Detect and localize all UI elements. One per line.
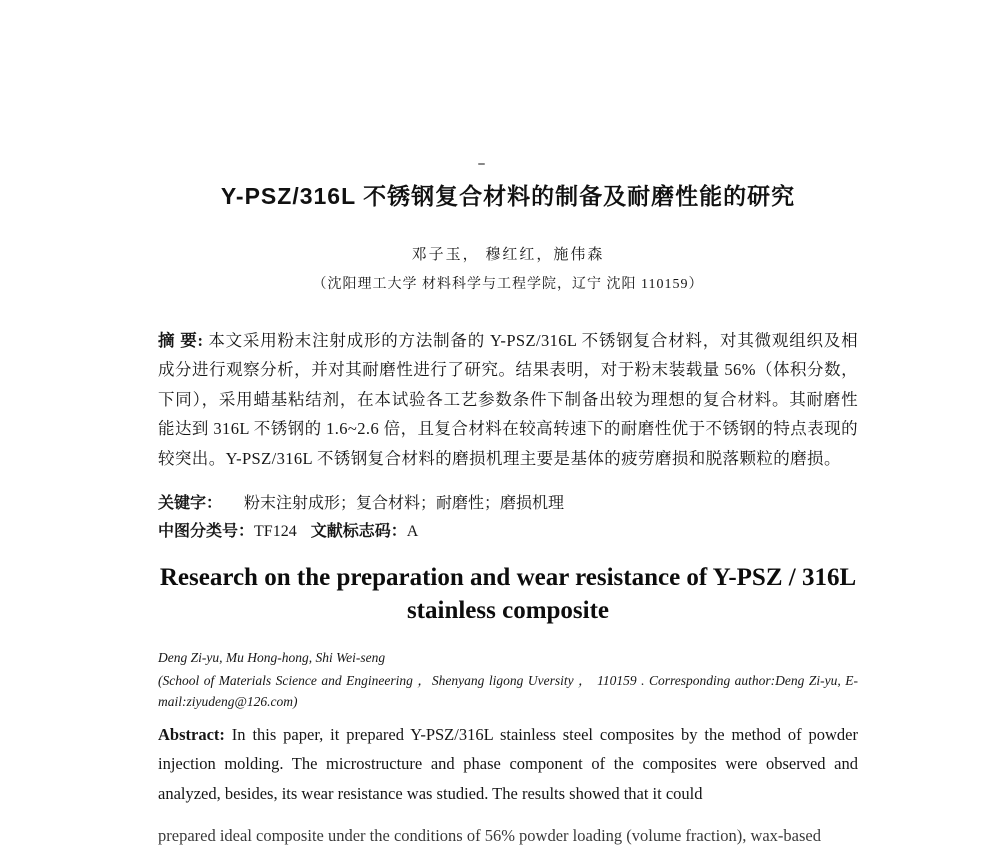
- affiliation-en: (School of Materials Science and Engineering ，Shenyang ligong Uversity ， 110159 . Corresponding author:Deng Zi-yu, E-mail:ziyudeng@126.com): [158, 672, 858, 709]
- affiliation-zh: （沈阳理工大学 材料科学与工程学院，辽宁 沈阳 110159）: [312, 277, 704, 292]
- keywords-text: 粉末注射成形；复合材料；耐磨性；磨损机理: [244, 494, 565, 512]
- clc-label: 中图分类号：: [158, 522, 255, 540]
- abstract-zh-label: 摘 要:: [158, 331, 204, 350]
- keywords-line: [158, 490, 858, 517]
- abstract-en: [158, 720, 858, 809]
- authors-en: Deng Zi-yu, Mu Hong-hong, Shi Wei-seng: [158, 649, 386, 665]
- abstract-en-label: Abstract:: [158, 724, 225, 744]
- paper-title-en: Research on the preparation and wear resistance of Y-PSZ / 316L stainless composite: [159, 563, 857, 624]
- paper-page: [158, 0, 858, 845]
- authors-zh: 邓子玉， 穆红红，施伟森: [411, 247, 605, 263]
- clc-value: TF124: [254, 522, 297, 540]
- keywords-label: 关键字：: [158, 494, 223, 512]
- abstract-zh-text: 本文采用粉末注射成形的方法制备的 Y-PSZ/316L 不锈钢复合材料，对其微观组织及相成分进行观察分析，并对其耐磨性进行了研究。结果表明，对于粉末装载量 56%（体积分数，下同），采用蜡基粘结剂，在本试验各工艺参数条件下制备出较为理想的复合材料。其耐磨性能达到 316L 不锈钢的 1.6~2.6 倍，且复合材料在较高转速下的耐磨性优于不锈钢的特点表现的较突出。Y-PSZ/316L 不锈钢复合材料的磨损机理主要是基体的疲劳磨损和脱落颗粒的磨损。: [158, 331, 858, 468]
- paper-title-zh: Y-PSZ/316L 不锈钢复合材料的制备及耐磨性能的研究: [220, 183, 796, 209]
- doc-code-label: 文献标志码：: [310, 522, 407, 540]
- doc-code-value: A: [406, 522, 419, 540]
- classification-line: [158, 518, 858, 545]
- partial-bottom-line: prepared ideal composite under the conditions of 56% powder loading (volume fraction), wax-based: [158, 825, 821, 845]
- abstract-en-text: In this paper, it prepared Y-PSZ/316L stainless steel composites by the method of powder injection molding. The microstructure and phase component of the composites were observed and analyzed, besides, its wear resistance was studied. The results showed that it could: [158, 724, 858, 803]
- abstract-zh: [158, 326, 858, 473]
